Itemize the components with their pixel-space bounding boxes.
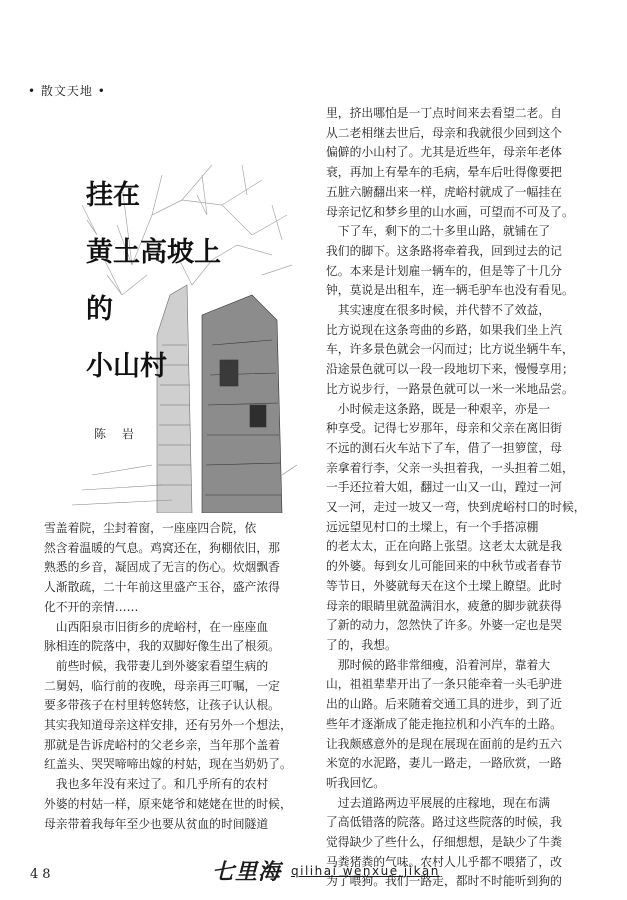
text-line: 又一河，走过一坡又一弯，快到虎峪村口的时候， bbox=[326, 500, 586, 515]
text-line: 那时候的路非常细瘦，沿着河岸，靠着大 bbox=[326, 657, 551, 672]
text-line: 忆。本来是计划雇一辆车的，但是等了十几分 bbox=[326, 263, 562, 278]
text-line: 脉相连的院落中，我的双脚好像生出了根须。 bbox=[44, 639, 280, 654]
text-line: 五脏六腑翻出来一样，虎峪村就成了一幅挂在 bbox=[326, 184, 562, 199]
text-line: 觉得缺少了些什么，仔细想想，是缺少了牛粪 bbox=[326, 835, 562, 850]
article-title bbox=[86, 167, 221, 395]
text-line: 一手还拉着大姐，翻过一山又一山，蹚过一河 bbox=[326, 480, 562, 495]
text-line: 为了喂狗。我们一路走，都时不时能听到狗的 bbox=[326, 874, 562, 889]
text-line: 我也多年没有来过了。和几乎所有的农村 bbox=[44, 777, 269, 792]
text-line: 钟，莫说是出租车，连一辆毛驴车也没有看见。 bbox=[326, 283, 574, 298]
text-line: 车，许多景色就会一闪而过；比方说坐辆牛车， bbox=[326, 342, 574, 357]
author-name: 陈 岩 bbox=[94, 427, 140, 441]
text-line: 母亲记忆和梦乡里的山水画，可望而不可及了。 bbox=[326, 204, 574, 219]
column-label: • 散文天地 • bbox=[28, 84, 106, 98]
text-line: 其实我知道母亲这样安排，还有另外一个想法， bbox=[44, 718, 292, 733]
text-line: 比方说步行，一路景色就可以一米一米地品尝。 bbox=[326, 381, 574, 396]
text-line: 马粪猪粪的气味。农村人儿乎都不喂猪了，改 bbox=[326, 854, 562, 869]
text-line: 化不开的亲情…… bbox=[44, 599, 139, 614]
title-line: 小山村 bbox=[86, 351, 167, 382]
text-line: 山，祖祖辈辈开出了一条只能牵着一头毛驴进 bbox=[326, 677, 562, 692]
text-line: 雪盖着院，尘封着窗，一座座四合院，依 bbox=[44, 521, 257, 535]
text-line: 了的，我想。 bbox=[326, 637, 397, 652]
text-line: 亲拿着行李，父亲一头担着我，一头担着二姐， bbox=[326, 460, 574, 475]
text-line: 些年才逐渐成了能走拖拉机和小汽车的土路。 bbox=[326, 716, 562, 731]
page-number: 48 bbox=[30, 867, 55, 882]
text-line: 比方说现在这条弯曲的乡路，如果我们坐上汽 bbox=[326, 322, 562, 337]
text-line: 从二老相继去世后，母亲和我就很少回到这个 bbox=[326, 125, 562, 140]
journal-name: qilihai wenxue jikan bbox=[291, 864, 440, 878]
text-line: 红盖头、哭哭啼啼出嫁的村姑，现在当奶奶了。 bbox=[44, 757, 292, 772]
text-line: 不远的测石火车站下了车，借了一担箩筐，母 bbox=[326, 440, 562, 455]
text-line: 要多带孩子在村里转悠转悠，让孩子认认根。 bbox=[44, 698, 280, 713]
journal-logo: 七里海 bbox=[212, 859, 282, 885]
text-line: 其实速度在很多时候，并代替不了效益， bbox=[326, 303, 551, 318]
text-line: 山西阳泉市旧街乡的虎峪村，在一座座血 bbox=[44, 619, 269, 634]
text-line: 我们的脚下。这条路将牵着我，回到过去的记 bbox=[326, 243, 562, 258]
body-column-right bbox=[326, 104, 584, 892]
text-line: 外婆的村姑一样，原来姥爷和姥姥在世的时候， bbox=[44, 796, 292, 811]
text-line: 衰，再加上有晕车的毛病，晕车后吐得像要把 bbox=[326, 165, 562, 180]
text-line: 熟悉的乡音，凝固成了无言的伤心。炊烟飘香 bbox=[44, 560, 280, 575]
text-line: 的外婆。每到女儿可能回来的中秋节或者春节 bbox=[326, 559, 562, 574]
text-line: 米宽的水泥路，妻儿一路走，一路欣赏，一路 bbox=[326, 756, 562, 771]
text-line: 二舅妈，临行前的夜晚，母亲再三叮嘱，一定 bbox=[44, 678, 280, 693]
text-line: 出的山路。后来随着交通工具的进步，到了近 bbox=[326, 697, 562, 712]
text-line: 下了车，剩下的二十多里山路，就铺在了 bbox=[326, 224, 551, 239]
text-line: 沿途景色就可以一段一段地切下来，慢慢享用； bbox=[326, 362, 574, 377]
text-line: 然含着温暖的气息。鸡窝还在，狗棚依旧，那 bbox=[44, 540, 280, 555]
text-line: 前些时候，我带妻儿到外婆家看望生病的 bbox=[44, 658, 269, 673]
text-line: 远远望见村口的土墚上，有一个手搭凉棚 bbox=[326, 519, 539, 534]
text-line: 了新的动力，忽然快了许多。外婆一定也是哭 bbox=[326, 618, 562, 633]
text-line: 偏僻的小山村了。尤其是近些年，母亲年老体 bbox=[326, 145, 562, 160]
text-line: 听我回忆。 bbox=[326, 775, 385, 790]
text-line: 母亲的眼睛里就盈满泪水，疲惫的脚步就获得 bbox=[326, 598, 562, 613]
text-line: 的老太太，正在向路上张望。这老太太就是我 bbox=[326, 539, 562, 554]
text-line: 那就是告诉虎峪村的父老乡亲，当年那个盖着 bbox=[44, 737, 280, 752]
title-line: 的 bbox=[86, 294, 113, 325]
text-line: 让我颇感意外的是现在展现在面前的是约五六 bbox=[326, 736, 562, 751]
text-line: 过去道路两边平展展的庄稼地，现在布满 bbox=[326, 795, 551, 810]
text-line: 了高低错落的院落。路过这些院落的时候，我 bbox=[326, 815, 562, 830]
text-line: 等节日，外婆就每天在这个土墚上瞭望。此时 bbox=[326, 578, 562, 593]
text-line: 人渐散疏，二十年前这里盛产玉谷，盛产浓得 bbox=[44, 580, 280, 595]
text-line: 里，挤出哪怕是一丁点时间来去看望二老。自 bbox=[326, 106, 562, 120]
title-line: 挂在 bbox=[86, 180, 140, 211]
text-line: 小时候走这条路，既是一种艰辛，亦是一 bbox=[326, 401, 551, 416]
title-line: 黄土高坡上 bbox=[86, 237, 221, 268]
body-column-left bbox=[44, 519, 302, 834]
text-line: 母亲带着我每年至少也要从贫血的时间隧道 bbox=[44, 816, 269, 831]
text-line: 种享受。记得七岁那年，母亲和父亲在离旧街 bbox=[326, 421, 562, 436]
